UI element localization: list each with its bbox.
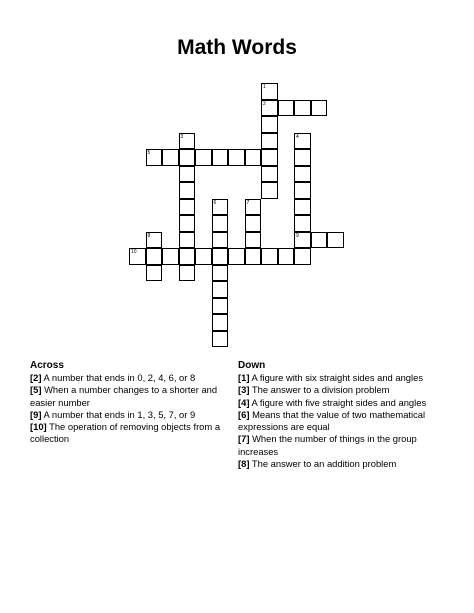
crossword-cell[interactable] bbox=[278, 248, 295, 265]
crossword-cell[interactable] bbox=[179, 166, 196, 183]
crossword-cell[interactable] bbox=[294, 248, 311, 265]
clue-down-8 bbox=[238, 458, 448, 470]
crossword-cell[interactable] bbox=[245, 199, 262, 216]
crossword-cell[interactable] bbox=[294, 166, 311, 183]
crossword-cell[interactable] bbox=[179, 248, 196, 265]
crossword-cell[interactable] bbox=[261, 248, 278, 265]
crossword-cell[interactable] bbox=[212, 199, 229, 216]
clue-number-label: 9 bbox=[296, 232, 299, 239]
crossword-cell[interactable] bbox=[212, 248, 229, 265]
crossword-cell[interactable] bbox=[129, 248, 146, 265]
crossword-cell[interactable] bbox=[146, 232, 163, 249]
page-title: Math Words bbox=[177, 36, 297, 59]
clue-text: When the number of things in the group increases bbox=[238, 433, 417, 457]
clue-number-label: 4 bbox=[296, 133, 299, 140]
crossword-cell[interactable] bbox=[294, 232, 311, 249]
clue-number: [8] bbox=[238, 458, 250, 470]
clue-down-4 bbox=[238, 397, 448, 409]
crossword-cell[interactable] bbox=[245, 149, 262, 166]
across-clues bbox=[30, 359, 235, 446]
clue-number-label: 2 bbox=[263, 100, 266, 107]
crossword-cell[interactable] bbox=[212, 149, 229, 166]
crossword-cell[interactable] bbox=[146, 265, 163, 282]
crossword-cell[interactable] bbox=[261, 83, 278, 100]
crossword-cell[interactable] bbox=[162, 248, 179, 265]
clue-number-label: 1 bbox=[263, 84, 266, 90]
crossword-cell[interactable] bbox=[212, 215, 229, 232]
crossword-cell[interactable] bbox=[294, 215, 311, 232]
crossword-cell[interactable] bbox=[179, 199, 196, 216]
crossword-cell[interactable] bbox=[179, 232, 196, 249]
crossword-cell[interactable] bbox=[261, 100, 278, 117]
crossword-cell[interactable] bbox=[212, 265, 229, 282]
clue-number: [2] bbox=[30, 372, 42, 383]
crossword-cell[interactable] bbox=[261, 133, 278, 150]
crossword-cell[interactable] bbox=[212, 232, 229, 249]
clue-number-label: 6 bbox=[213, 199, 217, 206]
clue-text: The operation of removing objects from a collection bbox=[30, 421, 221, 445]
clue-number-label: 5 bbox=[147, 150, 151, 156]
crossword-cell[interactable] bbox=[294, 100, 311, 117]
crossword-cell[interactable] bbox=[179, 133, 196, 150]
clue-text: When a number changes to a shorter and easier number bbox=[30, 384, 218, 408]
crossword-cell[interactable] bbox=[162, 149, 179, 166]
clue-number: [3] bbox=[238, 384, 250, 396]
clue-text: The answer to an addition problem bbox=[249, 458, 397, 470]
clue-text: A figure with five straight sides and angles bbox=[249, 396, 427, 408]
crossword-cell[interactable] bbox=[311, 100, 328, 117]
clue-text: A number that ends in 1, 3, 5, 7, or 9 bbox=[41, 408, 196, 420]
clue-text: Means that the value of two mathematical expressions are equal bbox=[238, 408, 426, 433]
clue-number: [4] bbox=[238, 396, 250, 408]
crossword-cell[interactable] bbox=[261, 149, 278, 166]
crossword-cell[interactable] bbox=[261, 116, 278, 133]
crossword-cell[interactable] bbox=[294, 133, 311, 150]
clue-across-2 bbox=[30, 372, 235, 384]
across-heading: Across bbox=[30, 360, 64, 371]
clue-number: [10] bbox=[30, 421, 47, 433]
crossword-cell[interactable] bbox=[228, 149, 245, 166]
crossword-cell[interactable] bbox=[212, 314, 229, 331]
crossword-cell[interactable] bbox=[294, 199, 311, 216]
clue-across-9 bbox=[30, 409, 235, 421]
clue-number-label: 7 bbox=[246, 199, 250, 206]
crossword-cell[interactable] bbox=[146, 149, 163, 166]
crossword-cell[interactable] bbox=[245, 215, 262, 232]
clue-number: [6] bbox=[238, 408, 250, 420]
clue-number: [9] bbox=[30, 408, 42, 420]
crossword-cell[interactable] bbox=[228, 248, 245, 265]
crossword-cell[interactable] bbox=[261, 166, 278, 183]
crossword-cell[interactable] bbox=[245, 248, 262, 265]
clue-text: The answer to a division problem bbox=[249, 384, 390, 396]
crossword-cell[interactable] bbox=[179, 182, 196, 199]
down-clues bbox=[238, 359, 448, 470]
crossword-cell[interactable] bbox=[311, 232, 328, 249]
crossword-cell[interactable] bbox=[278, 100, 295, 117]
crossword-cell[interactable] bbox=[179, 149, 196, 166]
clue-text: A figure with six straight sides and angles bbox=[249, 372, 424, 383]
clue-number-label: 8 bbox=[147, 232, 151, 239]
clue-number: [7] bbox=[238, 433, 250, 445]
crossword-cell[interactable] bbox=[179, 265, 196, 282]
crossword-cell[interactable] bbox=[146, 248, 163, 265]
clue-down-6 bbox=[238, 409, 448, 434]
crossword-cell[interactable] bbox=[212, 298, 229, 315]
clue-number-label: 10 bbox=[131, 249, 137, 255]
crossword-cell[interactable] bbox=[195, 248, 212, 265]
clue-across-10 bbox=[30, 421, 235, 446]
crossword-cell[interactable] bbox=[294, 149, 311, 166]
clue-down-1 bbox=[238, 372, 448, 384]
crossword-cell[interactable] bbox=[327, 232, 344, 249]
clue-text: A number that ends in 0, 2, 4, 6, or 8 bbox=[41, 372, 196, 383]
crossword-cell[interactable] bbox=[245, 232, 262, 249]
crossword-cell[interactable] bbox=[212, 331, 229, 348]
crossword-cell[interactable] bbox=[261, 182, 278, 199]
clue-number: [1] bbox=[238, 372, 250, 383]
clue-across-5 bbox=[30, 384, 235, 409]
crossword-cell[interactable] bbox=[294, 182, 311, 199]
clue-down-7 bbox=[238, 433, 448, 458]
down-heading: Down bbox=[238, 360, 266, 371]
crossword-cell[interactable] bbox=[195, 149, 212, 166]
clue-number: [5] bbox=[30, 384, 42, 396]
clue-number-label: 3 bbox=[180, 133, 184, 140]
crossword-cell[interactable] bbox=[179, 215, 196, 232]
crossword-cell[interactable] bbox=[212, 281, 229, 298]
clue-down-3 bbox=[238, 384, 448, 396]
